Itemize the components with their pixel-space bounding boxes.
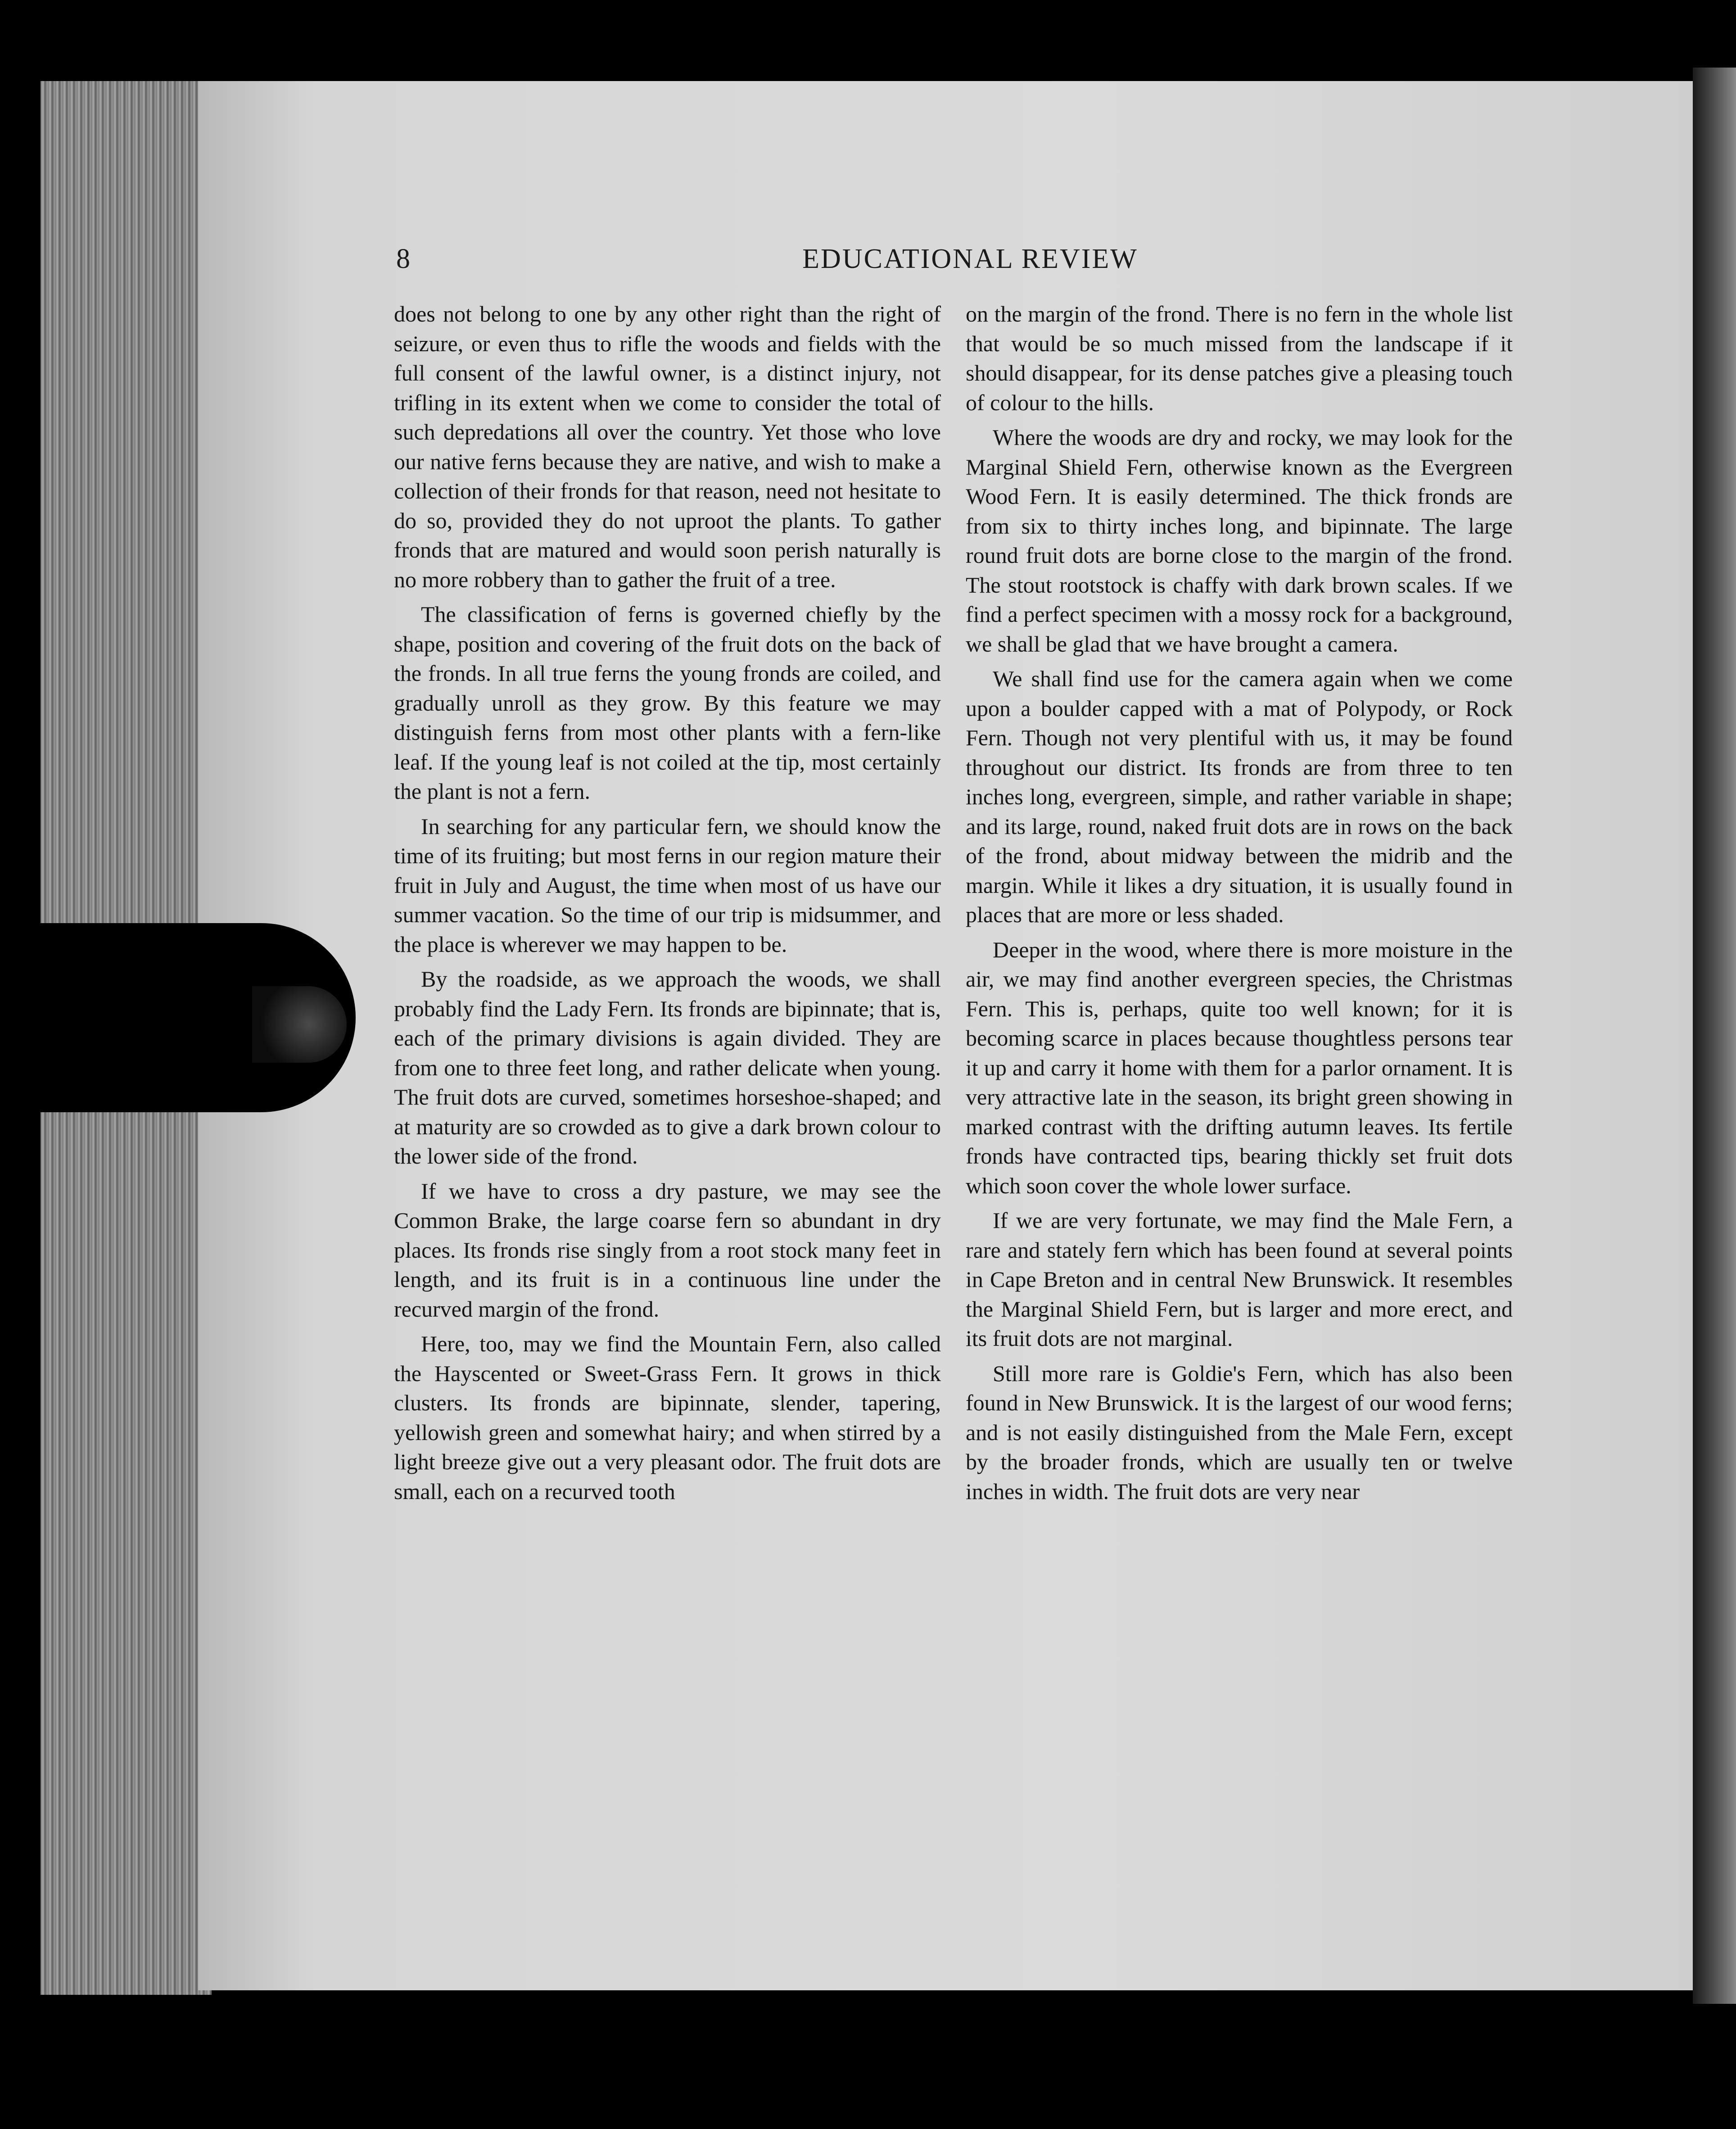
- right-column: [966, 299, 1513, 1512]
- paragraph: The classification of ferns is governed chiefly by the shape, position and covering of the fruit dots on the back of the fronds. In all true ferns the young fronds are coiled, and gradually unroll as they grow. By this feature we may distinguish ferns from most other plants with a fern-like leaf. If the young leaf is not coiled at the tip, most certainly the plant is not a fern.: [394, 602, 941, 804]
- paragraph: on the margin of the frond. There is no fern in the whole list that would be so much missed from the landscape if it should disappear, for its dense patches give a pleasing touch of colour to the hills.: [966, 301, 1513, 415]
- facing-page-edge: [1693, 68, 1736, 2004]
- paragraph: We shall find use for the camera again when we come upon a boulder capped with a mat of Polypody, or Rock Fern. Though not very plentiful with us, it may be found throughout our district. Its fronds are from three to ten inches long, evergreen, simple, and rather variable in shape; and its large, round, naked fruit dots are in rows on the back of the frond, about midway between the midrib and the margin. While it likes a dry situation, it is usually found in places that are more or less shaded.: [966, 666, 1513, 927]
- paragraph: If we have to cross a dry pasture, we may see the Common Brake, the large coarse fern so abundant in dry places. Its fronds rise singly from a root stock many feet in length, and its fruit is in a continuous line under the recurved margin of the frond.: [394, 1178, 941, 1322]
- paragraph: does not belong to one by any other right than the right of seizure, or even thus to rifle the woods and fields with the full consent of the lawful owner, is a distinct injury, not trifling in its extent when we come to consider the total of such depredations all over the country. Yet those who love our native ferns because they are native, and wish to make a collection of their fronds for that reason, need not hesitate to do so, provided they do not uproot the plants. To gather fronds that are matured and would soon perish naturally is no more robbery than to gather the fruit of a tree.: [394, 301, 941, 592]
- page-number: 8: [396, 244, 411, 274]
- thumb-tip: [252, 986, 347, 1063]
- paragraph: By the roadside, as we approach the woods, we shall probably find the Lady Fern. Its fronds are bipinnate; that is, each of the primary divisions is again divided. They are from one to three feet long, and rather delicate when young. The fruit dots are curved, sometimes horseshoe-shaped; and at maturity are so crowded as to give a dark brown colour to the lower side of the frond.: [394, 966, 941, 1169]
- paragraph: Here, too, may we find the Mountain Fern, also called the Hayscented or Sweet-Grass Fern. It grows in thick clusters. Its fronds are bipinnate, slender, tapering, yellowish green and somewhat hairy; and when stirred by a light breeze give out a very pleasant odor. The fruit dots are small, each on a recurved tooth: [394, 1331, 941, 1504]
- paragraph: In searching for any particular fern, we should know the time of its fruiting; but most ferns in our region mature their fruit in July and August, the time when most of us have our summer vacation. So the time of our trip is midsummer, and the place is wherever we may happen to be.: [394, 813, 941, 957]
- paragraph: Still more rare is Goldie's Fern, which has also been found in New Brunswick. It is the largest of our wood ferns; and is not easily distinguished from the Male Fern, except by the broader fronds, which are usually ten or twelve inches in width. The fruit dots are very near: [966, 1360, 1513, 1504]
- running-head: EDUCATIONAL REVIEW: [802, 244, 1138, 274]
- paragraph: Where the woods are dry and rocky, we may look for the Marginal Shield Fern, otherwise known as the Evergreen Wood Fern. It is easily determined. The thick fronds are from six to thirty inches long, and bipinnate. The large round fruit dots are borne close to the margin of the frond. The stout rootstock is chaffy with dark brown scales. If we find a perfect specimen with a mossy rock for a background, we shall be glad that we have brought a camera.: [966, 425, 1513, 657]
- paragraph: If we are very fortunate, we may find the Male Fern, a rare and stately fern which has been found at several points in Cape Breton and in central New Brunswick. It resembles the Marginal Shield Fern, but is larger and more erect, and its fruit dots are not marginal.: [966, 1208, 1513, 1351]
- left-column: [394, 299, 941, 1512]
- paragraph: Deeper in the wood, where there is more moisture in the air, we may find another evergreen species, the Christmas Fern. This is, perhaps, quite too well known; for it is becoming scarce in places because thoughtless persons tear it up and carry it home with them for a parlor ornament. It is very attractive late in the season, its bright green showing in marked contrast with the drifting autumn leaves. Its fertile fronds have contracted tips, bearing thickly set fruit dots which soon cover the whole lower surface.: [966, 937, 1513, 1198]
